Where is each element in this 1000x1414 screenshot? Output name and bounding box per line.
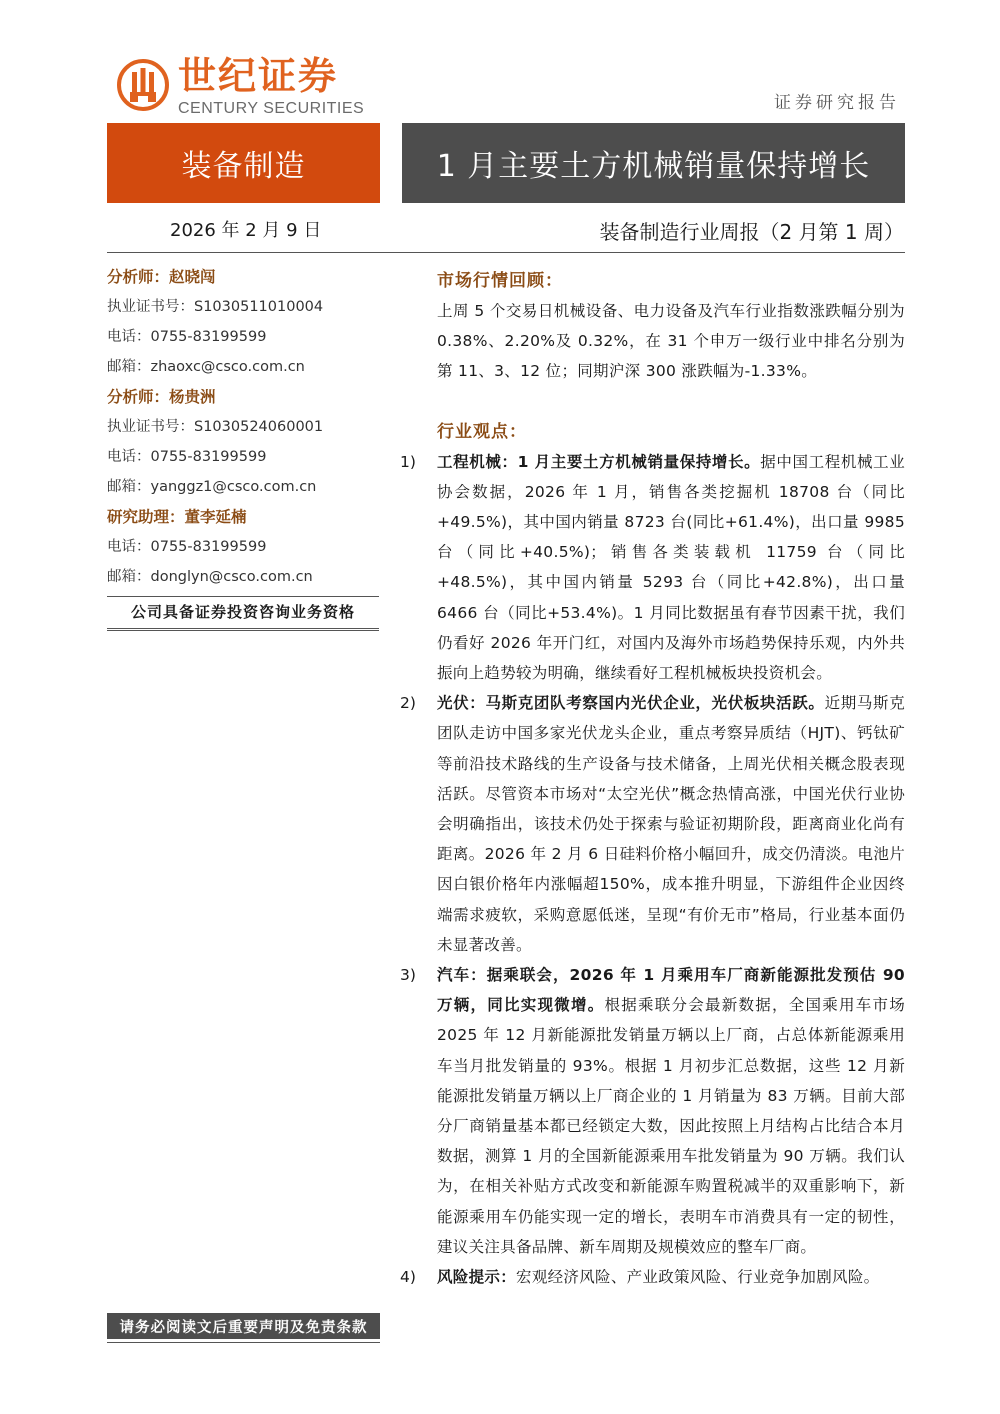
analyst-phone: 电话：0755-83199599	[107, 329, 267, 345]
analyst-license: 执业证书号：S1030511010004	[107, 299, 324, 315]
analyst-name: 分析师：杨贵洲	[107, 388, 216, 406]
report-title-banner: 1 月主要土方机械销量保持增长	[402, 123, 905, 203]
industry-view-heading: 行业观点：	[437, 421, 527, 442]
analyst-license: 执业证书号：S1030524060001	[107, 419, 324, 435]
analyst-card	[107, 262, 383, 382]
item-headline: 风险提示：	[437, 1268, 517, 1287]
item-text: 近期马斯克团队走访中国多家光伏龙头企业，重点考察异质结（HJT)、钙钛矿等前沿技术路线的生产设备与技术储备，上周光伏相关概念股表现活跃。尽管资本市场对“太空光伏”概念热情高涨，中国光伏行业协会明确指出，该技术仍处于探索与验证初期阶段，距离商业化尚有距离。2026 年 2 月 6 日硅料价格小幅回升，成交仍清淡。电池片因白银价格年内涨幅超150%，成本推升明显，下游组件企业因终端需求疲软，采购意愿低迷，呈现“有价无市”格局，行业基本面仍未显著改善。	[437, 694, 905, 954]
item-number: 4)	[400, 1268, 416, 1287]
item-headline: 光伏：马斯克团队考察国内光伏企业，光伏板块活跃。	[437, 694, 825, 713]
report-date: 2026 年 2 月 9 日	[170, 220, 322, 241]
analyst-email[interactable]: 邮箱：yanggz1@csco.com.cn	[107, 479, 317, 495]
report-series-name: 装备制造行业周报（2 月第 1 周）	[599, 220, 904, 244]
item-number: 1)	[400, 452, 416, 471]
disclaimer-underline	[107, 1342, 380, 1343]
view-item-automotive	[400, 960, 905, 1262]
market-review-text: 上周 5 个交易日机械设备、电力设备及汽车行业指数涨跌幅分别为 0.38%、2.20%及 0.32%，在 31 个申万一级行业中排名分别为第 11、3、12 位；同期沪深 300 涨跌幅为-1.33%。	[437, 302, 905, 381]
company-logo	[112, 52, 372, 122]
qualification-notice: 公司具备证券投资咨询业务资格	[107, 596, 379, 631]
view-item-risk-warning	[400, 1262, 905, 1292]
analyst-sidebar	[107, 262, 383, 631]
analyst-name: 分析师：赵晓闯	[107, 268, 216, 286]
item-text: 据中国工程机械工业协会数据，2026 年 1 月，销售各类挖掘机 18708 台（同比+49.5%)，其中国内销量 8723 台(同比+61.4%)，出口量 9985 台（同比+40.5%)；销售各类装载机 11759 台（同比+48.5%)，其中国内销量 5293 台（同比+42.8%)，出口量 6466 台（同比+53.4%)。1 月同比数据虽有春节因素干扰，我们仍看好 2026 年开门红，对国内及海外市场趋势保持乐观，内外共振向上趋势较为明确，继续看好工程机械板块投资机会。	[437, 452, 905, 683]
item-number: 3)	[400, 966, 416, 985]
item-headline: 汽车：据乘联会，2026 年 1 月乘用车厂商新能源批发预估 90 万辆，同比实现微增。	[437, 966, 905, 1015]
analyst-phone: 电话：0755-83199599	[107, 449, 267, 465]
disclaimer-link[interactable]: 请务必阅读文后重要声明及免责条款	[107, 1313, 380, 1339]
assistant-phone: 电话：0755-83199599	[107, 539, 267, 555]
item-number: 2)	[400, 694, 416, 713]
view-item-construction-machinery	[400, 447, 905, 689]
report-type-label: 证券研究报告	[774, 93, 900, 113]
report-body	[400, 266, 905, 1292]
logo-english-name: CENTURY SECURITIES	[178, 100, 365, 117]
view-item-photovoltaic	[400, 688, 905, 960]
century-securities-emblem-icon	[116, 58, 170, 112]
item-text: 宏观经济风险、产业政策风险、行业竞争加剧风险。	[516, 1268, 880, 1287]
logo-chinese-name: 世纪证券	[178, 54, 339, 98]
header-divider	[107, 252, 905, 253]
assistant-name: 研究助理：董李延楠	[107, 508, 247, 526]
item-headline: 工程机械：1 月主要土方机械销量保持增长。	[437, 452, 761, 471]
market-review-heading: 市场行情回顾：	[437, 271, 563, 291]
item-text: 根据乘联分会最新数据，全国乘用车市场 2025 年 12 月新能源批发销量万辆以上厂商，占总体新能源乘用车当月批发销量的 93%。根据 1 月初步汇总数据，这些 12 月新能源批发销量万辆以上厂商企业的 1 月销量为 83 万辆。目前大部分厂商销量基本都已经锁定大数，因此按照上月结构占比结合本月数据，测算 1 月的全国新能源乘用车批发销量为 90 万辆。我们认为，在相关补贴方式改变和新能源车购置税减半的双重影响下，新能源乘用车仍能实现一定的增长，表明车市消费具有一定的韧性，建议关注具备品牌、新车周期及规模效应的整车厂商。	[437, 996, 905, 1256]
assistant-email[interactable]: 邮箱：donglyn@csco.com.cn	[107, 569, 313, 585]
sector-banner: 装备制造	[107, 123, 380, 203]
assistant-card	[107, 502, 383, 592]
analyst-card	[107, 382, 383, 502]
analyst-email[interactable]: 邮箱：zhaoxc@csco.com.cn	[107, 359, 305, 375]
